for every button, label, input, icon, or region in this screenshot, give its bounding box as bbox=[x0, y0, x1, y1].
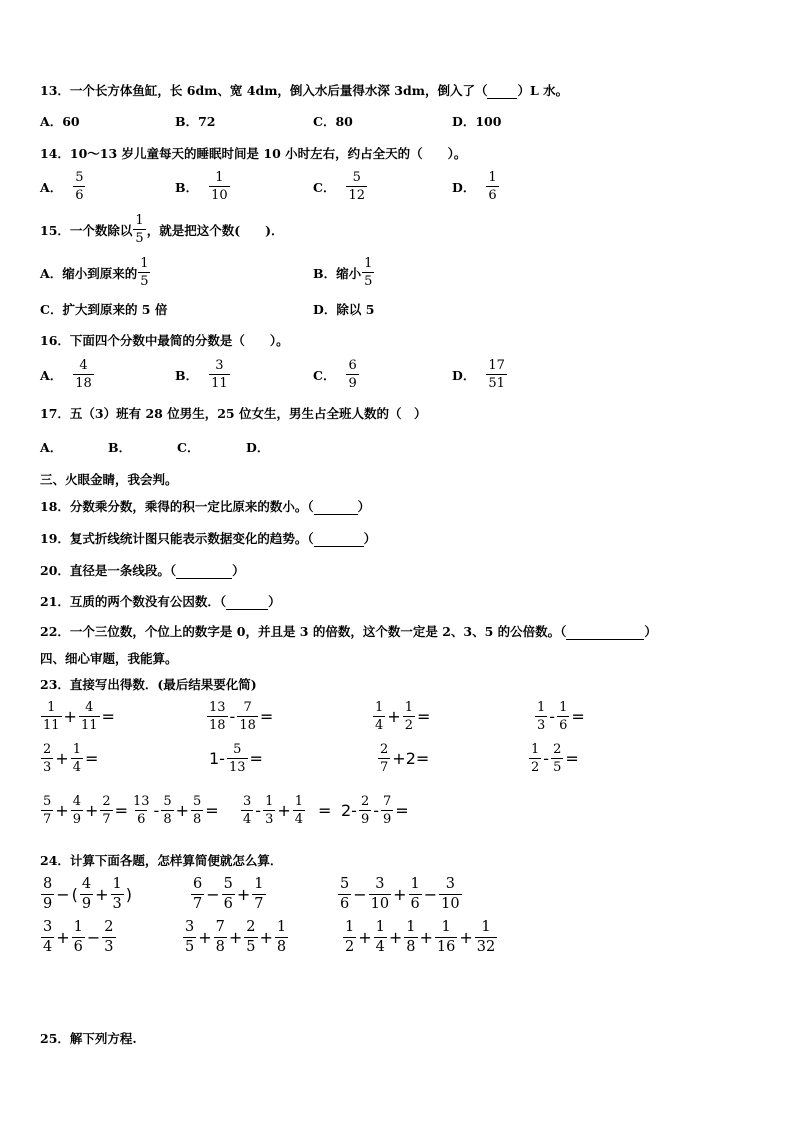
fraction: $\frac{1}{3}$ bbox=[265, 794, 274, 827]
operator: + bbox=[259, 927, 273, 947]
operator: + bbox=[175, 801, 190, 820]
operator: = bbox=[84, 749, 99, 768]
operator: + bbox=[387, 707, 401, 726]
fraction: $\frac{1}{6}$ bbox=[488, 170, 497, 203]
answer-blank[interactable] bbox=[314, 514, 358, 515]
fraction: $\frac{1}{2}$ bbox=[531, 742, 540, 775]
operator: = bbox=[416, 707, 431, 726]
q14-stem: 14．10～13 岁儿童每天的睡眠时间是 10 小时左右，约占全天的（ ）。 bbox=[40, 146, 467, 161]
operator: + bbox=[198, 927, 212, 947]
operator: ( bbox=[71, 884, 78, 904]
q14-option-c[interactable]: C． $\frac{5}{12}$ bbox=[313, 170, 365, 203]
q23-expr-3 bbox=[372, 701, 431, 732]
q24-expr-2 bbox=[190, 877, 267, 911]
operator: - bbox=[373, 801, 380, 820]
fraction: $\frac{1}{6}$ bbox=[410, 876, 420, 912]
operator: - bbox=[153, 801, 160, 820]
operator: − bbox=[86, 927, 101, 947]
fraction: $\frac{1}{10}$ bbox=[211, 170, 228, 203]
operator: + bbox=[63, 707, 77, 726]
q23-expr-8 bbox=[528, 743, 580, 774]
q15-option-c[interactable]: C．扩大到原来的 5 倍 bbox=[40, 302, 168, 317]
fraction: $\frac{5}{6}$ bbox=[340, 876, 350, 912]
fraction: $\frac{17}{51}$ bbox=[488, 358, 505, 391]
operator: + bbox=[419, 927, 433, 947]
fraction: $\frac{13}{18}$ bbox=[209, 700, 226, 733]
answer-blank[interactable] bbox=[314, 546, 364, 547]
q16-stem: 16．下面四个分数中最简的分数是（ ）。 bbox=[40, 333, 289, 348]
fraction: $\frac{2}{7}$ bbox=[102, 794, 111, 827]
fraction: $\frac{7}{9}$ bbox=[383, 794, 392, 827]
q24-expr-4 bbox=[40, 920, 117, 954]
operator: + bbox=[393, 884, 407, 904]
q24-expr-1 bbox=[40, 877, 133, 911]
fraction: $\frac{6}{7}$ bbox=[193, 876, 203, 912]
answer-blank[interactable] bbox=[226, 609, 268, 610]
fraction: $\frac{3}{4}$ bbox=[243, 794, 252, 827]
q23-expr-12 bbox=[340, 795, 410, 826]
fraction: $\frac{2}{3}$ bbox=[104, 919, 114, 955]
q24-expr-5 bbox=[182, 920, 289, 954]
operator: + bbox=[236, 884, 251, 904]
q23-title: 23．直接写出得数．(最后结果要化简) bbox=[40, 677, 257, 692]
fraction: $\frac{7}{18}$ bbox=[239, 700, 256, 733]
q23-expr-9 bbox=[40, 795, 129, 826]
fraction: $\frac{3}{10}$ bbox=[441, 876, 460, 912]
operator: + bbox=[228, 927, 243, 947]
q24-expr-6 bbox=[342, 920, 498, 954]
operator: + bbox=[84, 801, 99, 820]
fraction: $\frac{4}{9}$ bbox=[72, 794, 81, 827]
q24-expr-3 bbox=[337, 877, 463, 911]
fraction: $\frac{1}{4}$ bbox=[294, 794, 304, 827]
operator: - bbox=[229, 707, 236, 726]
q20: 20．直径是一条线段。（ ） bbox=[40, 563, 245, 578]
fraction: $\frac{3}{5}$ bbox=[185, 919, 195, 955]
q14-option-a[interactable]: A． $\frac{5}{6}$ bbox=[40, 170, 84, 203]
q23-expr-11 bbox=[240, 795, 332, 826]
operator: + bbox=[56, 927, 70, 947]
q13-option-a[interactable]: A．60 bbox=[40, 114, 80, 129]
fraction: $\frac{2}{9}$ bbox=[360, 794, 370, 827]
fraction: $\frac{13}{6}$ bbox=[133, 794, 150, 827]
q25-title: 25．解下列方程. bbox=[40, 1031, 137, 1046]
answer-blank[interactable] bbox=[487, 98, 517, 99]
fraction: $\frac{5}{6}$ bbox=[223, 876, 233, 912]
fraction: $\frac{2}{5}$ bbox=[553, 742, 562, 775]
operator: + bbox=[358, 927, 372, 947]
operator: = bbox=[395, 801, 409, 820]
q18: 18．分数乘分数，乘得的积一定比原来的数小。（ ） bbox=[40, 499, 371, 514]
fraction: $\frac{1}{6}$ bbox=[559, 700, 568, 733]
fraction: $\frac{1}{2}$ bbox=[345, 919, 355, 955]
answer-blank[interactable] bbox=[566, 639, 644, 640]
operator: +2= bbox=[392, 749, 430, 768]
q23-expr-7 bbox=[377, 743, 430, 774]
section-4-heading: 四、细心审题，我能算。 bbox=[40, 651, 178, 666]
fraction: $\frac{5}{8}$ bbox=[193, 794, 202, 827]
operator: - bbox=[543, 749, 550, 768]
q23-expr-5 bbox=[40, 743, 99, 774]
fraction: $\frac{2}{7}$ bbox=[380, 742, 389, 775]
operator: = bbox=[114, 801, 129, 820]
fraction: $\frac{5}{12}$ bbox=[348, 170, 365, 203]
q17-option-d[interactable]: D． bbox=[246, 440, 270, 455]
q17-option-b[interactable]: B． bbox=[108, 440, 132, 455]
operator: + bbox=[55, 749, 69, 768]
operator: = bbox=[101, 707, 115, 726]
operator: − bbox=[353, 884, 367, 904]
fraction: $\frac{1}{4}$ bbox=[375, 919, 385, 955]
fraction: $\frac{2}{3}$ bbox=[43, 742, 52, 775]
fraction: $\frac{5}{13}$ bbox=[228, 742, 246, 775]
fraction: $\frac{5}{7}$ bbox=[43, 794, 52, 827]
fraction: $\frac{3}{11}$ bbox=[211, 358, 228, 391]
q23-expr-4 bbox=[534, 701, 586, 732]
fraction: $\frac{3}{10}$ bbox=[370, 876, 390, 912]
q14-option-b[interactable]: B． $\frac{1}{10}$ bbox=[175, 170, 228, 203]
q13-option-b[interactable]: B．72 bbox=[175, 114, 216, 129]
operator: − bbox=[206, 884, 220, 904]
operator: + bbox=[277, 801, 291, 820]
fraction: $\frac{3}{4}$ bbox=[43, 919, 53, 955]
fraction: $\frac{1}{16}$ bbox=[436, 919, 456, 955]
operator: − bbox=[56, 884, 70, 904]
operator: = bbox=[565, 749, 579, 768]
q17-option-c[interactable]: C． bbox=[177, 440, 200, 455]
operator: + bbox=[388, 927, 403, 947]
q23-expr-10 bbox=[130, 795, 220, 826]
fraction: $\frac{4}{9}$ bbox=[81, 876, 92, 912]
operator: 1- bbox=[209, 749, 225, 768]
fraction: $\frac{1}{5}$ bbox=[364, 256, 373, 289]
q15-option-d[interactable]: D．除以 5 bbox=[313, 302, 375, 317]
fraction: $\frac{4}{11}$ bbox=[80, 700, 98, 733]
operator: - bbox=[549, 707, 556, 726]
q16-option-c[interactable]: C． $\frac{6}{9}$ bbox=[313, 358, 357, 391]
q16-option-d[interactable]: D． $\frac{17}{51}$ bbox=[452, 358, 505, 391]
fraction: $\frac{4}{18}$ bbox=[75, 358, 92, 391]
q19: 19．复式折线统计图只能表示数据变化的趋势。（ ） bbox=[40, 531, 377, 546]
q15-option-b[interactable]: B．缩小 $\frac{1}{5}$ bbox=[313, 256, 373, 289]
q15-stem: 15．一个数除以 $\frac{1}{5}$ ，就是把这个数( )． bbox=[40, 213, 284, 246]
fraction: $\frac{1}{4}$ bbox=[375, 700, 384, 733]
q16-option-b[interactable]: B． $\frac{3}{11}$ bbox=[175, 358, 228, 391]
operator: + bbox=[55, 801, 69, 820]
operator: - bbox=[255, 801, 262, 820]
fraction: $\frac{1}{8}$ bbox=[276, 919, 287, 955]
q21: 21．互质的两个数没有公因数．（ ） bbox=[40, 594, 281, 609]
section-3-heading: 三、火眼金睛，我会判。 bbox=[40, 472, 178, 487]
fraction: $\frac{1}{5}$ bbox=[135, 213, 144, 246]
q15-option-a[interactable]: A．缩小到原来的 $\frac{1}{5}$ bbox=[40, 256, 149, 289]
fraction: $\frac{7}{8}$ bbox=[215, 919, 225, 955]
fraction: $\frac{1}{7}$ bbox=[254, 876, 264, 912]
q14-option-d[interactable]: D． $\frac{1}{6}$ bbox=[452, 170, 497, 203]
q23-expr-6 bbox=[208, 743, 264, 774]
operator: − bbox=[423, 884, 438, 904]
q23-expr-1 bbox=[40, 701, 116, 732]
operator: = bbox=[205, 801, 219, 820]
q22: 22．一个三位数，个位上的数字是 0，并且是 3 的倍数，这个数一定是 2、3、5 的公倍数。（ ） bbox=[40, 624, 657, 639]
q24-title: 24．计算下面各题，怎样算简便就怎么算． bbox=[40, 853, 283, 868]
fraction: $\frac{1}{8}$ bbox=[406, 919, 416, 955]
operator: = bbox=[249, 749, 263, 768]
fraction: $\frac{5}{6}$ bbox=[75, 170, 84, 203]
operator: = bbox=[571, 707, 585, 726]
fraction: $\frac{1}{2}$ bbox=[404, 700, 413, 733]
fraction: $\frac{1}{4}$ bbox=[72, 742, 81, 775]
fraction: $\frac{1}{3}$ bbox=[112, 876, 122, 912]
fraction: $\frac{1}{3}$ bbox=[537, 700, 546, 733]
operator: = bbox=[259, 707, 274, 726]
q17-stem: 17．五（3）班有 28 位男生，25 位女生，男生占全班人数的（ ） bbox=[40, 406, 427, 421]
q13-stem: 13．一个长方体鱼缸，长 6dm、宽 4dm，倒入水后量得水深 3dm，倒入了（ ）L 水。 bbox=[40, 83, 569, 98]
q13-option-d[interactable]: D．100 bbox=[452, 114, 502, 129]
q16-option-a[interactable]: A． $\frac{4}{18}$ bbox=[40, 358, 92, 391]
q17-option-a[interactable]: A． bbox=[40, 440, 63, 455]
fraction: $\frac{6}{9}$ bbox=[348, 358, 357, 391]
fraction: $\frac{1}{32}$ bbox=[476, 919, 496, 955]
operator: 2- bbox=[341, 801, 357, 820]
fraction: $\frac{1}{11}$ bbox=[43, 700, 60, 733]
answer-blank[interactable] bbox=[176, 578, 232, 579]
operator: + bbox=[95, 884, 109, 904]
operator: = bbox=[318, 801, 332, 820]
fraction: $\frac{8}{9}$ bbox=[43, 876, 53, 912]
fraction: $\frac{5}{8}$ bbox=[163, 794, 172, 827]
fraction: $\frac{2}{5}$ bbox=[246, 919, 256, 955]
fraction: $\frac{1}{5}$ bbox=[140, 256, 149, 289]
fraction: $\frac{1}{6}$ bbox=[73, 919, 83, 955]
operator: + bbox=[459, 927, 473, 947]
q13-option-c[interactable]: C．80 bbox=[313, 114, 353, 129]
q23-expr-2 bbox=[206, 701, 274, 732]
operator: ) bbox=[125, 884, 133, 904]
